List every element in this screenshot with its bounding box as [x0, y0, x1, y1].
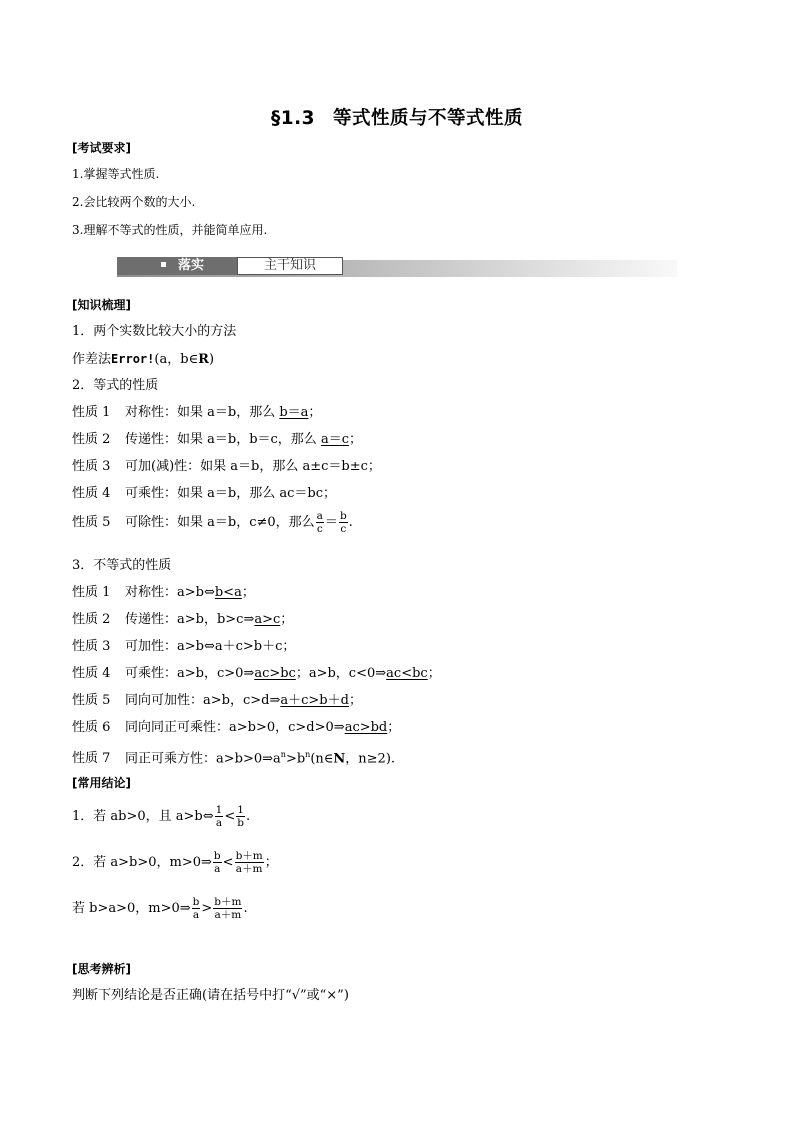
property-text: >b: [285, 751, 306, 767]
fraction: [213, 896, 242, 921]
property-answer: ac<bc: [386, 666, 428, 681]
property-label: 性质 4: [72, 666, 111, 681]
fraction: [236, 804, 245, 829]
conclusion-item: [72, 804, 250, 830]
ineq-property: [72, 746, 395, 768]
property-text: (n∈: [310, 751, 334, 767]
thinking-heading: [思考辨析]: [72, 962, 131, 976]
knowledge-heading: [知识梳理]: [72, 298, 131, 312]
operator: <: [222, 855, 234, 870]
fraction: [192, 896, 201, 921]
ineq-property: [72, 584, 255, 602]
eq-property: [72, 458, 381, 476]
operator: >: [201, 901, 213, 916]
banner-label: 主干知识: [237, 257, 343, 275]
property-text: 对称性：如果 a＝b，那么: [125, 405, 280, 420]
property-label: 性质 1: [72, 585, 111, 600]
eq-property: [72, 404, 321, 422]
property-end: ；: [349, 432, 363, 447]
denominator: a: [215, 817, 223, 829]
property-label: 性质 5: [72, 693, 111, 708]
property-text: 可加性：a>b⇔a＋c>b＋c；: [125, 639, 296, 654]
conclusion-text: 若 b>a>0，m>0⇒: [72, 901, 191, 916]
fraction: [316, 510, 324, 535]
conclusion-text: 2．若 a>b>0，m>0⇒: [72, 855, 212, 870]
ineq-property: [72, 692, 362, 710]
property-end: ，n≥2).: [345, 751, 396, 767]
section-number: §1.3: [270, 108, 315, 129]
property-answer: a＋c>b＋d: [280, 693, 349, 708]
square-bullet-icon: [161, 262, 166, 267]
fraction: [213, 850, 222, 875]
property-text: 可加(减)性：如果 a＝b，那么 a±c＝b±c；: [125, 459, 381, 474]
set-symbol: R: [198, 352, 209, 367]
conclusion-end: ；: [264, 855, 278, 870]
page-title: [0, 104, 794, 130]
numerator: b＋m: [235, 850, 263, 862]
compare-method: [72, 350, 214, 369]
section-title: 等式性质与不等式性质: [333, 108, 524, 129]
property-text: ；a>b，c<0⇒: [295, 666, 387, 681]
property-text: 同向同正可乘性：a>b>0，c>d>0⇒: [125, 720, 345, 735]
property-text: 同正可乘方性：a>b>0⇒a: [125, 751, 281, 767]
property-label: 性质 2: [72, 612, 111, 627]
property-end: ；: [280, 612, 294, 627]
property-label: 性质 2: [72, 432, 111, 447]
conclusion-end: .: [243, 901, 248, 916]
numerator: 1: [215, 804, 223, 816]
denominator: c: [316, 523, 323, 535]
property-label: 性质 5: [72, 515, 111, 530]
property-text: 可乘性：a>b，c>0⇒: [125, 666, 255, 681]
property-label: 性质 6: [72, 720, 111, 735]
set-symbol: N: [333, 751, 346, 767]
eq-property: [72, 510, 353, 536]
conclusion-item: [72, 850, 278, 876]
property-answer: b＝a: [279, 405, 309, 420]
denominator: a: [214, 863, 221, 875]
requirement-item: 3.理解不等式的性质，并能简单应用.: [72, 223, 268, 237]
banner-tag: [117, 257, 237, 275]
banner-tag-label: 落实: [178, 258, 205, 273]
fraction: [235, 850, 264, 875]
conclusion-item: [72, 896, 248, 922]
numerator: b: [192, 896, 200, 908]
requirement-item: 1.掌握等式性质.: [72, 167, 160, 181]
ineq-property: [72, 611, 293, 629]
requirement-item: 2.会比较两个数的大小.: [72, 195, 196, 209]
operator: <: [224, 809, 236, 824]
property-end: ；: [387, 720, 401, 735]
numerator: b: [339, 510, 347, 522]
numerator: b＋m: [214, 896, 242, 908]
property-answer: ac>bd: [344, 720, 388, 735]
conclusion-end: .: [245, 809, 251, 824]
eq-title: 2．等式的性质: [72, 378, 159, 393]
compare-title: 1．两个实数比较大小的方法: [72, 324, 237, 339]
property-end: ；: [427, 666, 441, 681]
property-text: 传递性：a>b，b>c⇒: [125, 612, 255, 627]
ineq-property: [72, 719, 400, 737]
thinking-instruction: 判断下列结论是否正确(请在括号中打“√”或“×”): [72, 988, 349, 1003]
compare-close: ): [208, 352, 215, 367]
denominator: c: [340, 523, 347, 535]
fraction: [215, 804, 224, 829]
equals-sign: ＝: [324, 515, 338, 530]
numerator: b: [213, 850, 221, 862]
numerator: a: [316, 510, 323, 522]
property-label: 性质 4: [72, 486, 111, 501]
ineq-property: [72, 665, 441, 683]
property-text: 对称性：a>b⇔: [125, 585, 215, 600]
property-end: ；: [348, 693, 362, 708]
section-banner: [117, 257, 677, 277]
property-answer: b<a: [214, 585, 242, 600]
property-text: 可乘性：如果 a＝b，那么 ac＝bc；: [125, 486, 336, 501]
eq-property: [72, 485, 336, 503]
fraction: [339, 510, 348, 535]
eq-property: [72, 431, 362, 449]
property-label: 性质 7: [72, 751, 111, 767]
property-label: 性质 1: [72, 405, 111, 420]
property-label: 性质 3: [72, 639, 111, 654]
property-end: ；: [241, 585, 255, 600]
denominator: a＋m: [214, 909, 242, 921]
error-text: Error!: [111, 352, 155, 366]
property-end: ；: [308, 405, 322, 420]
conclusion-text: 1．若 ab>0，且 a>b⇔: [72, 809, 214, 824]
ineq-title: 3．不等式的性质: [72, 558, 172, 573]
property-end: .: [348, 515, 353, 530]
denominator: a: [192, 909, 200, 921]
exponent: n: [280, 750, 286, 759]
property-text: 可除性：如果 a＝b，c≠0，那么: [125, 515, 315, 530]
requirements-heading: [考试要求]: [72, 141, 131, 155]
numerator: 1: [237, 804, 244, 816]
property-answer: a＝c: [320, 432, 349, 447]
conclusions-heading: [常用结论]: [72, 776, 131, 790]
compare-prefix: 作差法: [72, 352, 112, 367]
property-text: 传递性：如果 a＝b，b＝c，那么: [125, 432, 321, 447]
property-answer: ac>bc: [254, 666, 296, 681]
property-label: 性质 3: [72, 459, 111, 474]
property-text: 同向可加性：a>b，c>d⇒: [125, 693, 281, 708]
exponent: n: [305, 750, 311, 759]
ineq-property: [72, 638, 295, 656]
denominator: a＋m: [235, 863, 263, 875]
denominator: b: [237, 817, 244, 829]
compare-suffix: (a，b∈: [154, 352, 199, 367]
property-answer: a>c: [254, 612, 281, 627]
